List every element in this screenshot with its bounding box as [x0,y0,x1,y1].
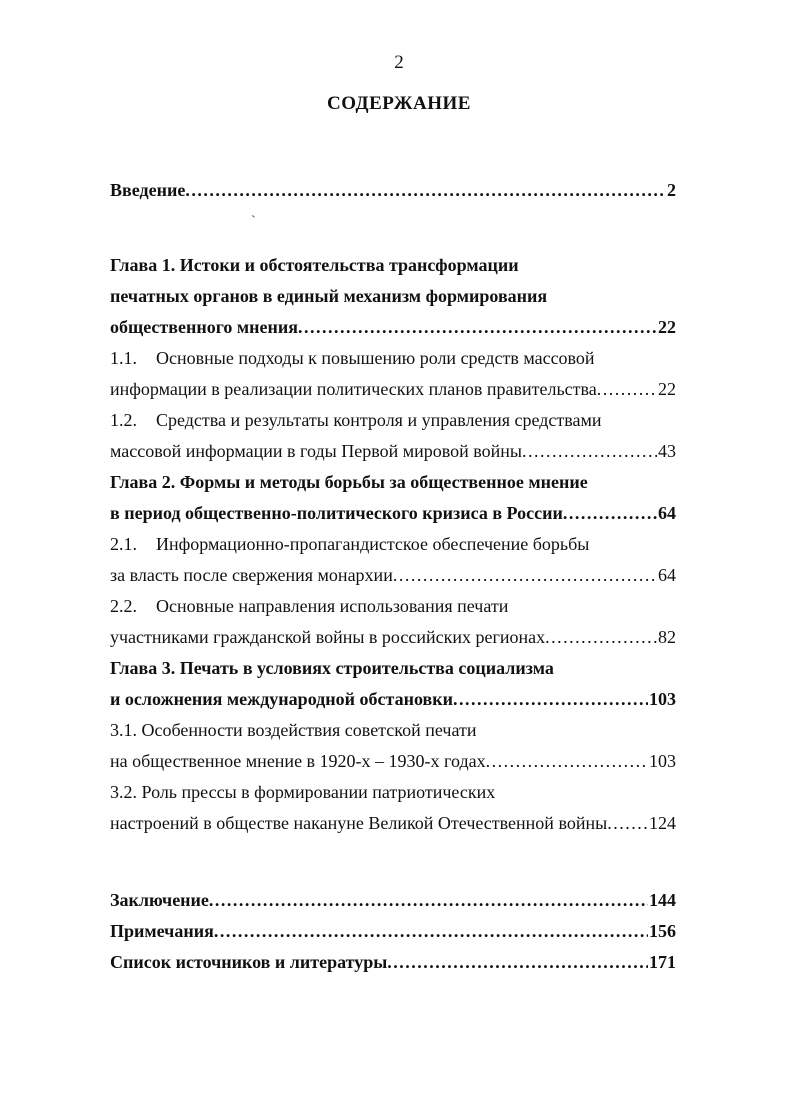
section-3-2-line: 3.2. Роль прессы в формировании патриотических [110,782,496,802]
entry-page: 144 [649,890,676,910]
entry-label: на общественное мнение в 1920-х – 1930-х годах [110,751,486,771]
entry-page: 2 [667,180,676,200]
section-1-1-line [110,343,676,374]
entry-label: информации в реализации политических планов правительства [110,379,597,399]
entry-page: 103 [649,751,676,771]
dot-leader [607,808,648,839]
entry-label: Введение [110,180,186,200]
section-number: 1.2. [110,410,137,430]
toc-chapters [110,250,676,839]
dot-leader [298,312,657,343]
page-number: 2 [394,52,404,73]
entry-page: 22 [658,379,676,399]
section-title: Средства и результаты контроля и управления средствами [156,410,602,430]
entry-label: массовой информации в годы Первой мировой войны [110,441,522,461]
dot-leader [209,885,648,916]
section-title: Информационно-пропагандистское обеспечение борьбы [156,534,590,554]
toc-entry-intro [110,175,676,206]
toc-entry-section-1-1 [110,374,676,405]
section-2-2-line [110,591,676,622]
entry-page: 124 [649,813,676,833]
toc-entry-section-3-2 [110,808,676,839]
toc-entry-chapter-1 [110,312,676,343]
section-title: Основные подходы к повышению роли средств массовой [156,348,595,368]
entry-label: участниками гражданской войны в российских регионах [110,627,546,647]
section-2-1-line [110,529,676,560]
toc-entry-chapter-2 [110,498,676,529]
entry-label: и осложнения международной обстановки [110,689,453,709]
toc-back-matter [110,885,676,978]
dot-leader [387,947,648,978]
chapter-1-title-line: печатных органов в единый механизм формирования [110,286,548,306]
dot-leader [486,746,648,777]
entry-page: 156 [649,921,676,941]
entry-page: 64 [658,565,676,585]
stray-mark: ` [251,214,256,229]
section-number: 2.1. [110,534,137,554]
section-title: Основные направления использования печати [156,596,509,616]
toc-entry-section-2-2 [110,622,676,653]
entry-page: 43 [658,441,676,461]
section-number: 1.1. [110,348,137,368]
entry-page: 103 [649,689,676,709]
dot-leader [453,684,648,715]
dot-leader [393,560,657,591]
toc-entry-conclusion [110,885,676,916]
entry-label: Примечания [110,921,214,941]
page-title: СОДЕРЖАНИЕ [327,93,471,114]
toc-entry-sources [110,947,676,978]
dot-leader [522,436,657,467]
dot-leader [185,175,666,206]
toc-entry-chapter-3 [110,684,676,715]
toc-entry-section-2-1 [110,560,676,591]
section-3-1-line: 3.1. Особенности воздействия советской печати [110,720,477,740]
entry-label: настроений в обществе накануне Великой Отечественной войны [110,813,608,833]
toc-entry-section-3-1 [110,746,676,777]
toc-entry-notes [110,916,676,947]
dot-leader [545,622,657,653]
entry-label: Заключение [110,890,209,910]
toc-entry-section-1-2 [110,436,676,467]
entry-page: 64 [658,503,676,523]
toc-intro [110,175,676,206]
chapter-2-title-line: Глава 2. Формы и методы борьбы за общественное мнение [110,472,588,492]
entry-label: Список источников и литературы [110,952,388,972]
entry-page: 22 [658,317,676,337]
chapter-1-title-line: Глава 1. Истоки и обстоятельства трансформации [110,255,519,275]
chapter-3-title-line: Глава 3. Печать в условиях строительства социализма [110,658,554,678]
dot-leader [597,374,657,405]
entry-page: 171 [649,952,676,972]
entry-label: за власть после свержения монархии [110,565,393,585]
section-number: 2.2. [110,596,137,616]
section-1-2-line [110,405,676,436]
entry-label: в период общественно-политического кризиса в России [110,503,563,523]
entry-page: 82 [658,627,676,647]
entry-label: общественного мнения [110,317,299,337]
dot-leader [214,916,648,947]
dot-leader [563,498,657,529]
